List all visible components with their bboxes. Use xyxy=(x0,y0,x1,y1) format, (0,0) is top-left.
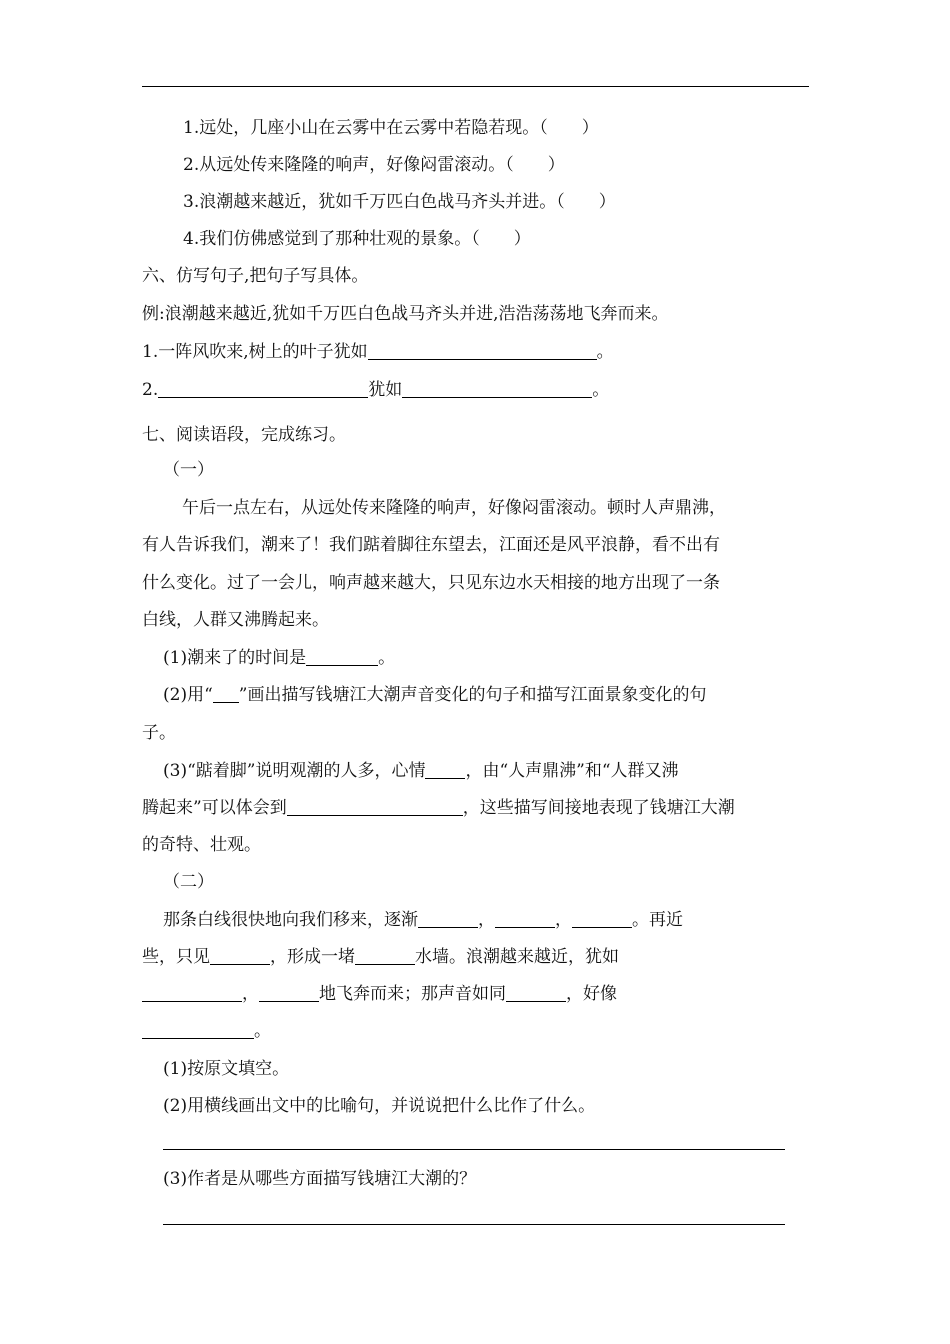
p2-q3-answer-line[interactable] xyxy=(163,1224,785,1225)
passage1-line-3: 什么变化。过了一会儿，响声越来越大，只见东边水天相接的地方出现了一条 xyxy=(142,573,720,593)
q2-blank-2[interactable] xyxy=(402,379,592,398)
q2-mid: 犹如 xyxy=(368,380,403,400)
p2-blank-5[interactable] xyxy=(355,946,415,965)
section6-question-1 xyxy=(142,341,614,363)
p2-blank-6[interactable] xyxy=(142,983,242,1002)
q1-prefix: 1.一阵风吹来,树上的叶子犹如 xyxy=(142,342,368,362)
judge-item-3: 3.浪潮越来越近，犹如千万匹白色战马齐头并进。（ ） xyxy=(183,192,616,212)
judge-item-2: 2.从远处传来隆隆的响声，好像闷雷滚动。（ ） xyxy=(183,155,565,175)
p1-q1-text: (1)潮来了的时间是 xyxy=(163,648,307,668)
p2-blank-7[interactable] xyxy=(259,983,319,1002)
section6-example: 例:浪潮越来越近,犹如千万匹白色战马齐头并进,浩浩荡荡地飞奔而来。 xyxy=(142,304,669,324)
passage2-line-2 xyxy=(142,946,619,968)
p2-l3-text-c: ，好像 xyxy=(566,984,617,1004)
p1-q2-text-b: ”画出描写钱塘江大潮声音变化的句子和描写江面景象变化的句 xyxy=(238,685,707,705)
p2-q2-answer-line[interactable] xyxy=(163,1149,785,1150)
p2-l2-text-b: ，形成一堵 xyxy=(270,947,355,967)
p1-q3-blank-1[interactable] xyxy=(425,760,465,779)
q2-prefix: 2. xyxy=(142,380,159,400)
q1-end: 。 xyxy=(596,342,614,362)
passage2-line-1 xyxy=(163,909,683,931)
p1-q1-blank[interactable] xyxy=(306,647,378,666)
p2-blank-4[interactable] xyxy=(210,946,270,965)
p2-blank-3[interactable] xyxy=(572,909,632,928)
p1-question-3-end: 的奇特、壮观。 xyxy=(142,835,261,855)
p1-question-3-cont xyxy=(142,797,735,819)
p2-l3-comma: ， xyxy=(242,984,259,1004)
p2-blank-1[interactable] xyxy=(418,909,478,928)
q2-end: 。 xyxy=(592,380,610,400)
passage2-line-3 xyxy=(142,983,617,1005)
p1-q3-blank-2[interactable] xyxy=(287,797,463,816)
part1-label: （一） xyxy=(163,460,214,480)
section6-question-2 xyxy=(142,379,609,401)
p1-q1-end: 。 xyxy=(378,648,396,668)
p2-question-2: (2)用横线画出文中的比喻句，并说说把什么比作了什么。 xyxy=(163,1096,596,1116)
judge-item-1: 1.远处，几座小山在云雾中在云雾中若隐若现。（ ） xyxy=(183,118,599,138)
p1-q3-text-a: (3)“踮着脚”说明观潮的人多，心情 xyxy=(163,761,426,781)
passage1-line-4: 白线，人群又沸腾起来。 xyxy=(142,610,329,630)
passage1-line-1: 午后一点左右，从远处传来隆隆的响声，好像闷雷滚动。顿时人声鼎沸， xyxy=(182,498,726,518)
header-rule xyxy=(142,86,809,87)
p2-blank-2[interactable] xyxy=(495,909,555,928)
p1-q3-text-b: ，由“人声鼎沸”和“人群又沸 xyxy=(465,761,679,781)
p1-q2-underline-sample xyxy=(213,684,239,703)
passage2-line-4 xyxy=(142,1020,271,1042)
p2-blank-9[interactable] xyxy=(142,1020,254,1039)
p2-question-1: (1)按原文填空。 xyxy=(163,1059,290,1079)
judge-item-4: 4.我们仿佛感觉到了那种壮观的景象。（ ） xyxy=(183,229,531,249)
q2-blank-1[interactable] xyxy=(158,379,368,398)
p1-q2-text-a: (2)用“ xyxy=(163,685,213,705)
passage1-line-2: 有人告诉我们，潮来了！我们踮着脚往东望去，江面还是风平浪静，看不出有 xyxy=(142,535,720,555)
p2-l4-end: 。 xyxy=(254,1021,271,1041)
p2-question-3: (3)作者是从哪些方面描写钱塘江大潮的？ xyxy=(163,1169,477,1189)
p2-l1-text-d: 。再近 xyxy=(632,910,683,930)
p2-l1-comma-1: ， xyxy=(478,910,495,930)
p2-l2-text-a: 些，只见 xyxy=(142,947,210,967)
p2-l2-text-c: 水墙。浪潮越来越近，犹如 xyxy=(415,947,619,967)
p1-q3-text-c: 腾起来”可以体会到 xyxy=(142,798,287,818)
section6-heading: 六、仿写句子,把句子写具体。 xyxy=(142,266,369,286)
p2-blank-8[interactable] xyxy=(506,983,566,1002)
p1-question-1 xyxy=(163,647,395,669)
p2-l1-comma-2: ， xyxy=(555,910,572,930)
p1-question-2 xyxy=(163,684,706,706)
p1-question-3 xyxy=(163,760,679,782)
q1-blank[interactable] xyxy=(368,341,597,360)
p2-l3-text-b: 地飞奔而来；那声音如同 xyxy=(319,984,506,1004)
part2-label: （二） xyxy=(163,872,214,892)
p1-question-2-cont: 子。 xyxy=(142,723,176,743)
p1-q3-text-d: ，这些描写间接地表现了钱塘江大潮 xyxy=(462,798,735,818)
section7-heading: 七、阅读语段，完成练习。 xyxy=(142,425,346,445)
p2-l1-text-a: 那条白线很快地向我们移来，逐渐 xyxy=(163,910,418,930)
